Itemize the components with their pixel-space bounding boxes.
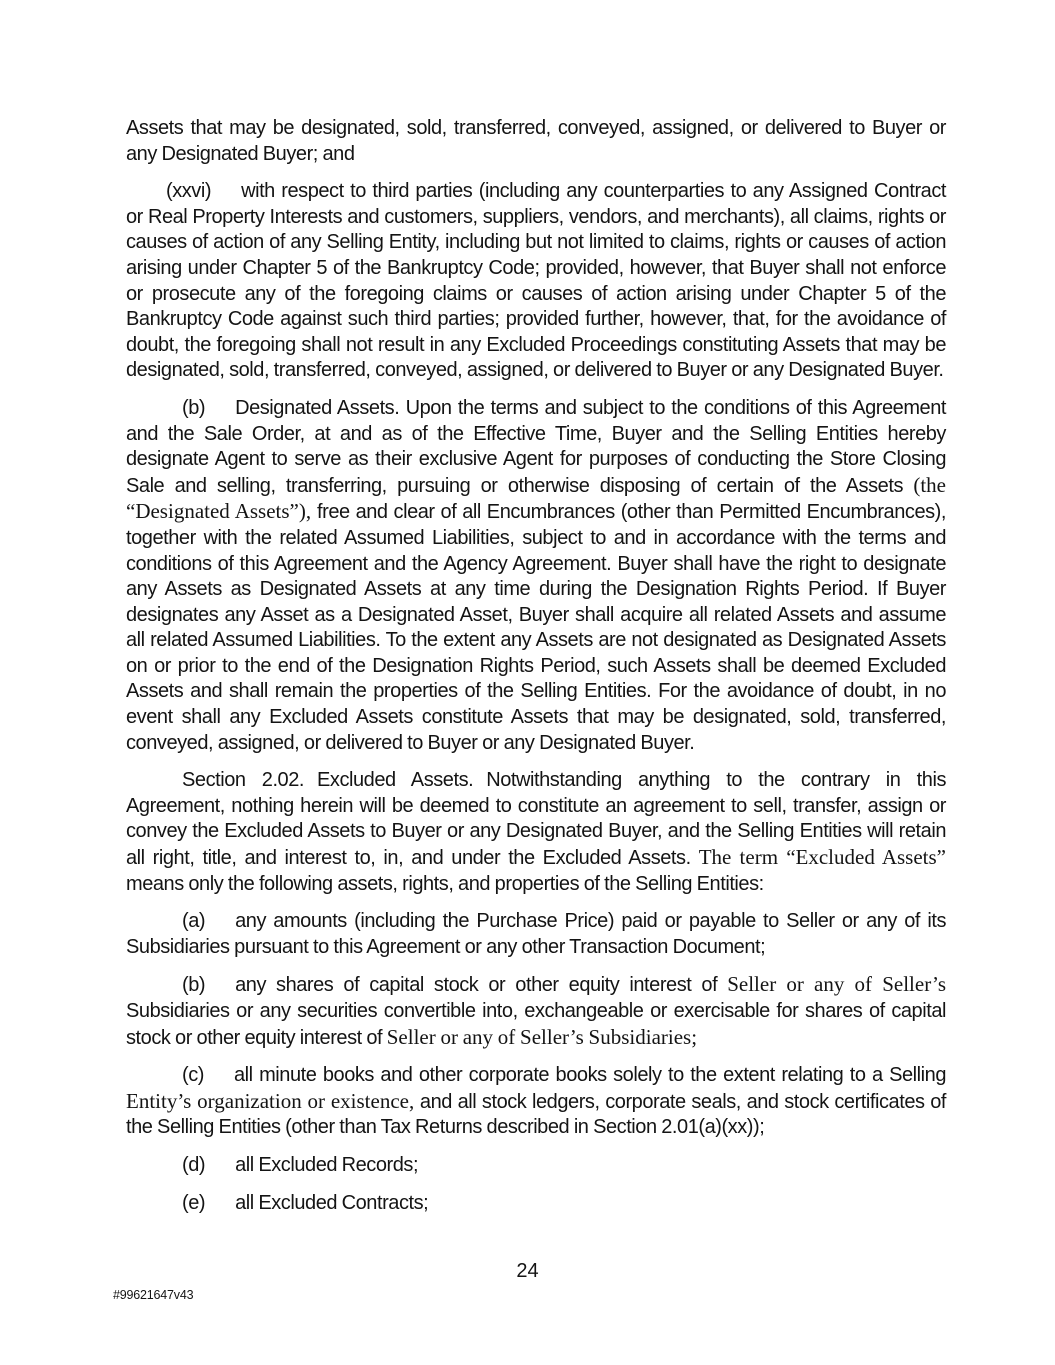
text-run: (c)	[182, 1064, 204, 1087]
document-id-stamp: #99621647v43	[113, 1288, 194, 1302]
paragraph-continuation	[126, 116, 946, 167]
text-run: (e)	[182, 1191, 206, 1214]
text-run: The term “Excluded Assets”	[698, 845, 946, 870]
text-run: free and clear of all Encumbrances (other than Permitted Encumbrances), together with the related Assumed Liabilities, subject to and in accordance with the terms and conditions of this Agreement and the Agency Agreement. Buyer shall have the right to designate any Assets as Designated Assets at any time during the Designation Rights Period. If Buyer designates any Asset as a Designated Asset, Buyer shall acquire all related Assets and assume all related Assumed Liabilities. To the extent any Assets are not designated as Designated Assets on or prior to the end of the Designation Rights Period, such Assets shall be deemed Excluded Assets and shall remain the properties of the Selling Entities. For the avoidance of doubt, in no event shall any Excluded Assets constitute Assets that may be designated, sold, transferred, conveyed, assigned, or delivered to Buyer or any Designated Buyer.	[126, 501, 946, 754]
text-run: (a)	[182, 910, 206, 933]
text-run: Notwithstanding anything to the contrary in this Agreement, nothing herein will be deemed to constitute an agreement to sell, transfer, assign or convey the Excluded Assets to Buyer or any Designated Buyer, and the Selling Entities will retain all right, title, and interest to, in, and under the Excluded Assets.	[126, 769, 946, 870]
item-c	[126, 1063, 946, 1141]
text-run: Excluded Assets.	[317, 769, 474, 792]
text-run: Designated Assets. Upon the terms and subject to the conditions of this Agreement and the Sale Order, at and as of the Effective Time, Buyer and the Selling Entities hereby designate Agent to serve as their exclusive Agent for purposes of conducting the Store Closing Sale and selling, transferring, pursuing or otherwise disposing of certain of the Assets	[126, 396, 946, 497]
text-run: all Excluded Contracts;	[235, 1191, 429, 1214]
item-e	[126, 1191, 946, 1217]
text-run: any shares of capital stock or other equity interest of	[235, 974, 728, 997]
text-run: Section 2.02.	[182, 769, 305, 792]
text-run: Seller or any of Seller’s	[727, 972, 946, 997]
text-run: (xxvi)	[166, 180, 212, 203]
text-run: and all stock ledgers, corporate seals, and stock certificates of the Selling Entities (other than Tax Returns described in Section 2.01(a)(xx));	[126, 1090, 946, 1139]
clause-xxvi	[126, 179, 946, 384]
text-run: Entity’s organization or existence,	[126, 1088, 415, 1113]
item-b	[126, 972, 946, 1051]
text-run: (the “Designated Assets”),	[126, 472, 946, 524]
item-d	[126, 1153, 946, 1179]
text-run: all minute books and other corporate books solely to the extent relating to a Selling	[233, 1064, 946, 1087]
text-run: (b)	[182, 396, 206, 419]
text-run: Subsidiaries or any securities convertible into, exchangeable or exercisable for shares of capital stock or other equity interest of	[126, 1000, 946, 1049]
text-run: with respect to third parties (including any counterparties to any Assigned Contract or Real Property Interests and customers, suppliers, vendors, and merchants), all claims, rights or causes of action of any Selling Entity, including but not limited to claims, rights or causes of action arising under Chapter 5 of the Bankruptcy Code; provided, however, that Buyer shall not enforce or prosecute any of the foregoing claims or causes of action arising under Chapter 5 of the Bankruptcy Code against such third parties; provided further, however, that, for the avoidance of doubt, the foregoing shall not result in any Excluded Proceedings constituting Assets that may be designated, sold, transferred, conveyed, assigned, or delivered to Buyer or any Designated Buyer.	[126, 180, 946, 382]
section-2-02-excluded-assets	[126, 768, 946, 897]
text-run: (d)	[182, 1153, 206, 1176]
text-run: Seller or any of Seller’s Subsidiaries;	[386, 1024, 698, 1049]
item-a	[126, 909, 946, 960]
page-number: 24	[516, 1260, 539, 1282]
text-run: means only the following assets, rights, and properties of the Selling Entities:	[126, 872, 764, 895]
text-run: all Excluded Records;	[235, 1153, 419, 1176]
paragraph-b-designated-assets	[126, 396, 946, 756]
text-run: any amounts (including the Purchase Price) paid or payable to Seller or any of its Subsidiaries pursuant to this Agreement or any other Transaction Document;	[126, 910, 946, 958]
document-body	[126, 116, 946, 1228]
text-run: Assets that may be designated, sold, transferred, conveyed, assigned, or delivered to Buyer or any Designated Buyer; and	[126, 117, 946, 165]
text-run: (b)	[182, 974, 206, 997]
